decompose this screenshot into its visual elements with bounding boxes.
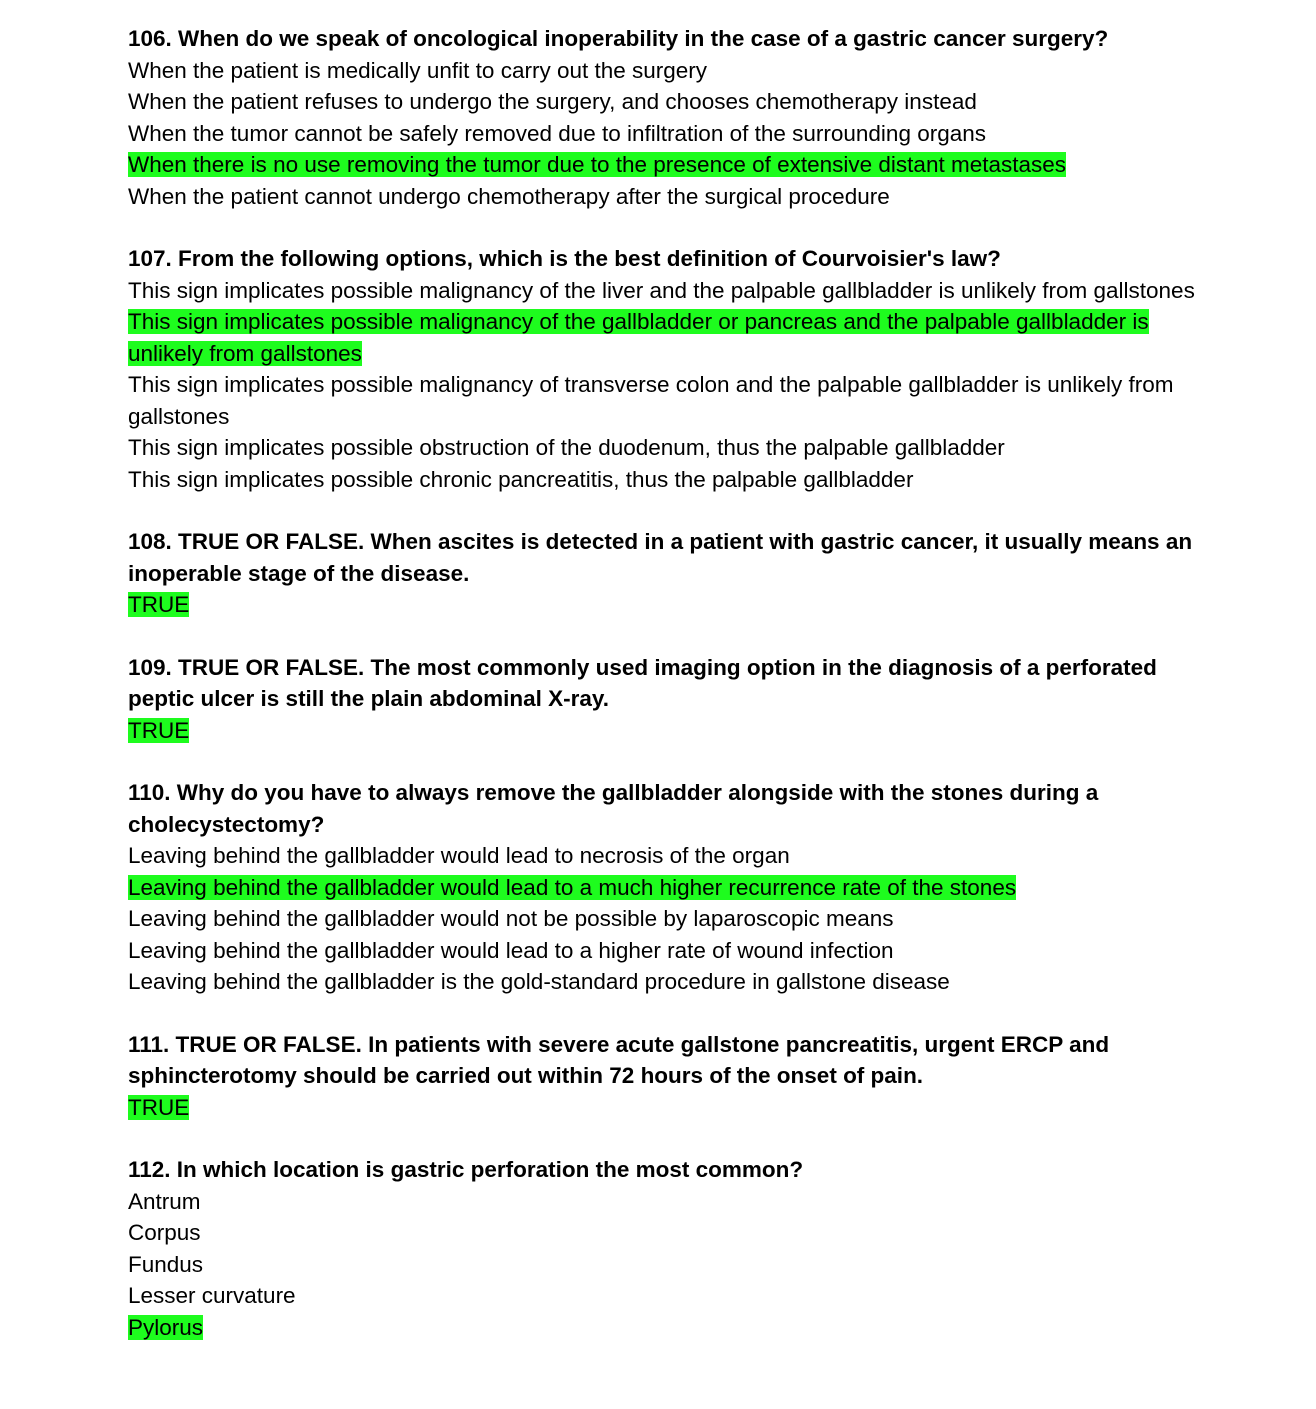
answer-option: When the patient refuses to undergo the surgery, and chooses chemotherapy instead <box>128 89 977 114</box>
correct-answer-option <box>128 1312 1208 1344</box>
correct-answer-option <box>128 589 1208 621</box>
question-title: 107. From the following options, which is the best definition of Courvoisier's law? <box>128 246 1001 271</box>
question-107 <box>128 243 1208 495</box>
answer-highlight: This sign implicates possible malignancy of the gallbladder or pancreas and the palpable gallbladder is unlikely from gallstones <box>128 309 1149 366</box>
answer-highlight: Pylorus <box>128 1314 204 1340</box>
correct-answer-option <box>128 149 1208 181</box>
answer-option: When the tumor cannot be safely removed due to infiltration of the surrounding organs <box>128 120 986 146</box>
answer-option: This sign implicates possible malignancy of the liver and the palpable gallbladder is unlikely from gallstones <box>128 277 1195 303</box>
answer-option: When the patient cannot undergo chemotherapy after the surgical procedure <box>128 183 890 209</box>
answer-option: Fundus <box>128 1251 204 1277</box>
answer-option: Leaving behind the gallbladder is the gold-standard procedure in gallstone disease <box>128 969 950 994</box>
answer-option: Leaving behind the gallbladder would lead to a higher rate of wound infection <box>128 937 894 963</box>
question-title: 112. In which location is gastric perforation the most common? <box>128 1157 804 1182</box>
question-112 <box>128 1154 1208 1343</box>
question-108 <box>128 526 1208 621</box>
question-106 <box>128 23 1208 212</box>
answer-highlight: TRUE <box>128 592 190 617</box>
question-title: 111. TRUE OR FALSE. In patients with severe acute gallstone pancreatitis, urgent ERCP and sphincterotomy should be carried out within 72 hours of the onset of pain. <box>128 1031 1110 1088</box>
answer-option: When the patient is medically unfit to carry out the surgery <box>128 57 708 83</box>
question-111 <box>128 1029 1208 1124</box>
correct-answer-option <box>128 715 1208 747</box>
answer-option: This sign implicates possible chronic pancreatitis, thus the palpable gallbladder <box>128 466 914 492</box>
correct-answer-option <box>128 1092 1208 1124</box>
answer-option: This sign implicates possible obstruction of the duodenum, thus the palpable gallbladder <box>128 435 1005 460</box>
correct-answer-option <box>128 872 1208 904</box>
answer-option: This sign implicates possible malignancy of transverse colon and the palpable gallbladder is unlikely from gallstones <box>128 372 1174 429</box>
answer-option: Antrum <box>128 1188 201 1214</box>
question-title: 110. Why do you have to always remove the gallbladder alongside with the stones during a cholecystectomy? <box>128 780 1099 837</box>
answer-highlight: TRUE <box>128 717 190 743</box>
question-110 <box>128 777 1208 998</box>
question-title: 109. TRUE OR FALSE. The most commonly used imaging option in the diagnosis of a perforated peptic ulcer is still the plain abdominal X-ray. <box>128 654 1157 711</box>
quiz-document <box>128 23 1208 1374</box>
question-title: 108. TRUE OR FALSE. When ascites is detected in a patient with gastric cancer, it usually means an inoperable stage of the disease. <box>128 529 1193 586</box>
answer-option: Leaving behind the gallbladder would not be possible by laparoscopic means <box>128 906 894 931</box>
answer-highlight: When there is no use removing the tumor due to the presence of extensive distant metastases <box>128 152 1067 177</box>
correct-answer-option <box>128 306 1208 369</box>
question-title: 106. When do we speak of oncological inoperability in the case of a gastric cancer surgery? <box>128 26 1109 51</box>
answer-option: Lesser curvature <box>128 1283 296 1308</box>
answer-highlight: Leaving behind the gallbladder would lead to a much higher recurrence rate of the stones <box>128 874 1017 900</box>
answer-option: Leaving behind the gallbladder would lead to necrosis of the organ <box>128 843 790 868</box>
answer-option: Corpus <box>128 1220 201 1245</box>
answer-highlight: TRUE <box>128 1094 190 1120</box>
question-109 <box>128 652 1208 747</box>
